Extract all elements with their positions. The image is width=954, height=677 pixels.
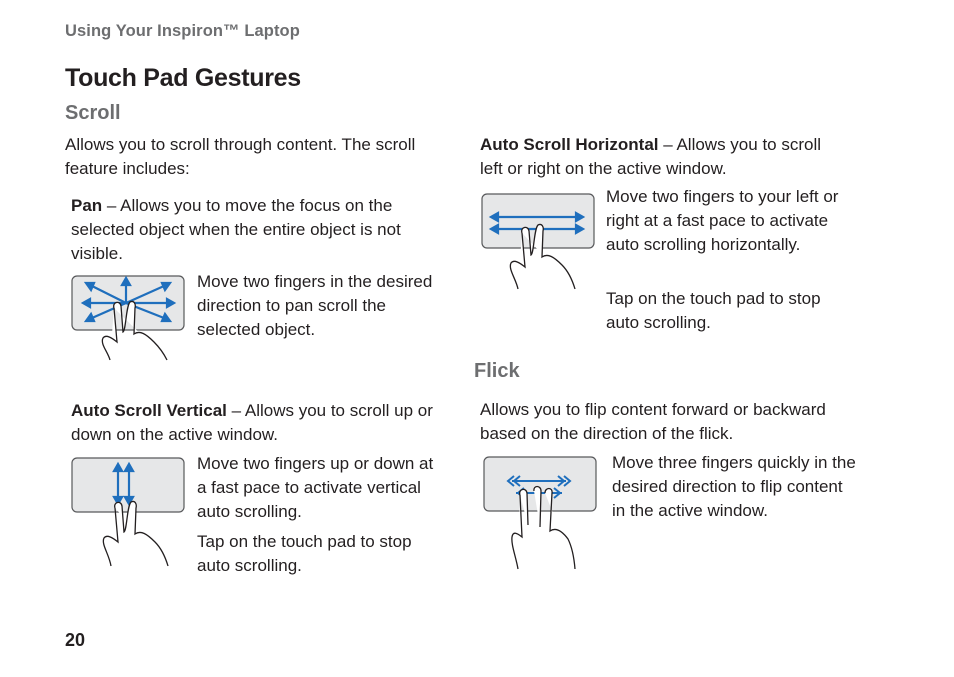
auto-scroll-horizontal-term: Auto Scroll Horizontal (480, 135, 659, 154)
auto-scroll-horizontal-caption: Move two fingers to your left or right at a fast pace to activate auto scrolling horizontally. (606, 187, 839, 254)
running-head: Using Your Inspiron™ Laptop (65, 22, 300, 40)
flick-heading: Flick (474, 360, 520, 382)
auto-scroll-horizontal-tap: Tap on the touch pad to stop auto scrolling. (606, 289, 821, 332)
horizontal-scroll-gesture-icon (480, 191, 598, 291)
auto-scroll-vertical-tap: Tap on the touch pad to stop auto scrolling. (197, 532, 412, 575)
auto-scroll-vertical-term: Auto Scroll Vertical (71, 401, 227, 420)
page-number: 20 (65, 630, 86, 650)
scroll-heading: Scroll (65, 102, 121, 124)
pan-gesture-icon (70, 272, 188, 362)
pan-caption: Move two fingers in the desired direction to pan scroll the selected object. (197, 272, 433, 339)
pan-description (71, 194, 436, 266)
flick-intro: Allows you to flip content forward or backward based on the direction of the flick. (480, 400, 826, 443)
pan-term: Pan (71, 196, 103, 215)
page-title: Touch Pad Gestures (65, 64, 301, 92)
pan-desc: – Allows you to move the focus on the selected object when the entire object is not visible. (71, 196, 401, 263)
flick-gesture-icon (482, 455, 600, 571)
auto-scroll-horizontal-description (480, 133, 845, 181)
auto-scroll-vertical-desc: – Allows you to scroll up or down on the active window. (71, 401, 433, 444)
scroll-intro: Allows you to scroll through content. The scroll feature includes: (65, 135, 416, 178)
flick-caption: Move three fingers quickly in the desired direction to flip content in the active window. (612, 453, 856, 520)
auto-scroll-horizontal-desc: – Allows you to scroll left or right on the active window. (480, 135, 822, 178)
auto-scroll-vertical-description (71, 399, 436, 447)
auto-scroll-vertical-caption: Move two fingers up or down at a fast pace to activate vertical auto scrolling. (197, 454, 434, 521)
vertical-scroll-gesture-icon (70, 456, 188, 568)
